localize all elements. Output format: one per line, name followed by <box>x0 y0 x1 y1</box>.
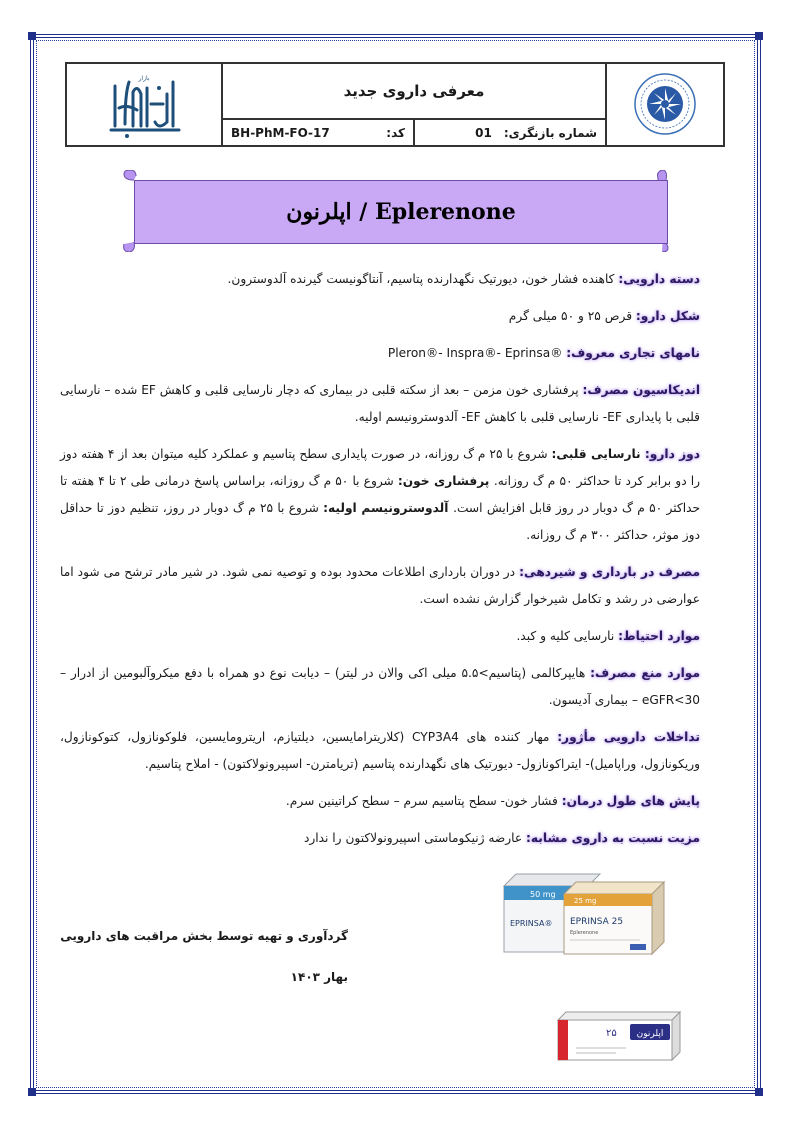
form-header <box>65 62 725 147</box>
eprinsa-box-image <box>500 868 670 958</box>
issue-date: بهار ۱۴۰۳ <box>290 970 348 984</box>
dose-section <box>60 441 700 549</box>
dose-aldo-label: آلدوسترونیسم اولیه: <box>323 501 454 515</box>
brands-section <box>60 340 700 367</box>
box1-dose-front: 25 mg <box>574 897 597 905</box>
border-corner <box>755 1088 763 1096</box>
dose-hf-text: شروع با ۲۵ م گ روزانه، در صورت پایداری سطح پتاسیم و عملکرد کلیه میتوان بعد از ۴ هفته دوز را دو برابر کرد تا حداکثر ۵۰ م گ روزانه. <box>60 447 700 488</box>
dose-aldo-text: شروع با ۲۵ م گ دوبار در روز، تنظیم دوز تا حداقل دوز موثر، حداکثر ۳۰۰ م گ روزانه. <box>60 501 700 542</box>
border-corner <box>28 32 36 40</box>
interactions-section <box>60 724 700 778</box>
border-corner <box>755 32 763 40</box>
indication-label: اندیکاسیون مصرف: <box>582 383 700 397</box>
advantage-text: عارضه ژنیکوماستی اسپیرونولاکتون را ندارد <box>303 831 527 845</box>
category-section <box>60 266 700 293</box>
contraindication-text: هایپرکالمی (پتاسیم>۵.۵ میلی اکی والان در لیتر) – دیابت نوع دو همراه با دفع میکروآلبومین از ادرار – eGFR<30 – بیماری آدیسون. <box>60 666 700 707</box>
advantage-label: مزیت نسبت به داروی مشابه: <box>526 831 700 845</box>
revision-label: شماره بازنگری: <box>503 125 597 140</box>
monitoring-text: فشار خون- سطح پتاسیم سرم – سطح کراتینین سرم. <box>285 794 562 808</box>
drug-title: اپلرنون / Eplerenone <box>286 199 516 225</box>
caution-label: موارد احتیاط: <box>618 629 700 643</box>
pregnancy-section <box>60 559 700 613</box>
contraindication-label: موارد منع مصرف: <box>590 666 700 680</box>
box2-dose: ۲۵ <box>606 1028 617 1039</box>
indication-text: پرفشاری خون مزمن – بعد از سکته قلبی در بیماری که دچار نارسایی قلبی و کاهش EF شده – نارسایی قلبی با پایداری EF- نارسایی قلبی با کاهش EF- آلدوسترونیسم اولیه. <box>60 383 700 424</box>
brands-label: نامهای تجاری معروف: <box>566 346 700 360</box>
eplerenone-local-box-image <box>556 1010 682 1062</box>
form-title: معرفی داروی جدید <box>222 63 606 119</box>
code-value: BH-PhM-FO-17 <box>231 125 330 140</box>
category-label: دسته دارویی: <box>618 272 700 286</box>
logo-caption: بازار <box>138 75 150 82</box>
organization-seal-icon <box>607 64 723 145</box>
dose-htn-text: شروع با ۵۰ م گ روزانه، براساس پاسخ درمانی طی ۲ تا ۴ هفته تا حداکثر ۵۰ م گ دوبار در روز قابل افزایش است. <box>60 474 701 515</box>
indication-section <box>60 377 700 431</box>
box1-brand-back: EPRINSA® <box>510 919 553 928</box>
monitoring-label: پایش های طول درمان: <box>561 794 700 808</box>
monitoring-section <box>60 788 700 815</box>
dose-hf-label: نارسایی قلبی: <box>551 447 645 461</box>
box1-brand-front: EPRINSA 25 <box>570 917 624 927</box>
footer <box>60 920 348 994</box>
organization-logo-cell <box>606 63 724 146</box>
box1-dose-back: 50 mg <box>530 890 556 899</box>
advantage-section <box>60 825 700 852</box>
interactions-text: مهار کننده های CYP3A4 (کلاریترامایسین، دیلتیازم، اریترومایسین، فلوکونازول، کتوکونازول، وریکونازول، وراپامیل)- ایتراکونازول- دیورتیک های نگهدارنده پتاسیم (تریامترن- اسپیرونولاکتون) - املاح پتاسیم. <box>60 730 700 771</box>
pregnancy-text: در دوران بارداری اطلاعات محدود بوده و توصیه نمی شود. در شیر مادر ترشح می شود اما عوارضی در رشد و تکامل شیرخوار گزارش نشده است. <box>60 565 700 606</box>
border-corner <box>28 1088 36 1096</box>
dose-label: دوز دارو: <box>644 447 700 461</box>
hospital-calligraphy-logo <box>67 64 221 145</box>
brands-text: Pleron®- Inspra®- Eprinsa® <box>387 346 563 360</box>
revision-value: 01 <box>475 125 492 140</box>
code-label: کد: <box>386 125 405 140</box>
title-banner <box>122 170 670 252</box>
pregnancy-label: مصرف در بارداری و شیردهی: <box>519 565 700 579</box>
form-label: شکل دارو: <box>635 309 700 323</box>
caution-text: نارسایی کلیه و کبد. <box>516 629 619 643</box>
caution-section <box>60 623 700 650</box>
hospital-logo-cell <box>66 63 222 146</box>
box2-brand: اپلرنون <box>636 1029 664 1039</box>
form-code <box>222 119 414 146</box>
form-text: قرص ۲۵ و ۵۰ میلی گرم <box>508 309 636 323</box>
prepared-by: گردآوری و تهیه توسط بخش مراقبت های دارویی <box>60 929 348 943</box>
banner-body <box>134 180 668 244</box>
drug-info <box>60 266 700 862</box>
interactions-label: تداخلات دارویی مأژور: <box>557 730 700 744</box>
contraindication-section <box>60 660 700 714</box>
form-section <box>60 303 700 330</box>
dose-htn-label: پرفشاری خون: <box>397 474 494 488</box>
revision-number <box>414 119 606 146</box>
box1-generic: Eplerenone <box>570 930 599 936</box>
category-text: کاهنده فشار خون، دیورتیک نگهدارنده پتاسیم، آنتاگونیست گیرنده آلدوسترون. <box>227 272 619 286</box>
